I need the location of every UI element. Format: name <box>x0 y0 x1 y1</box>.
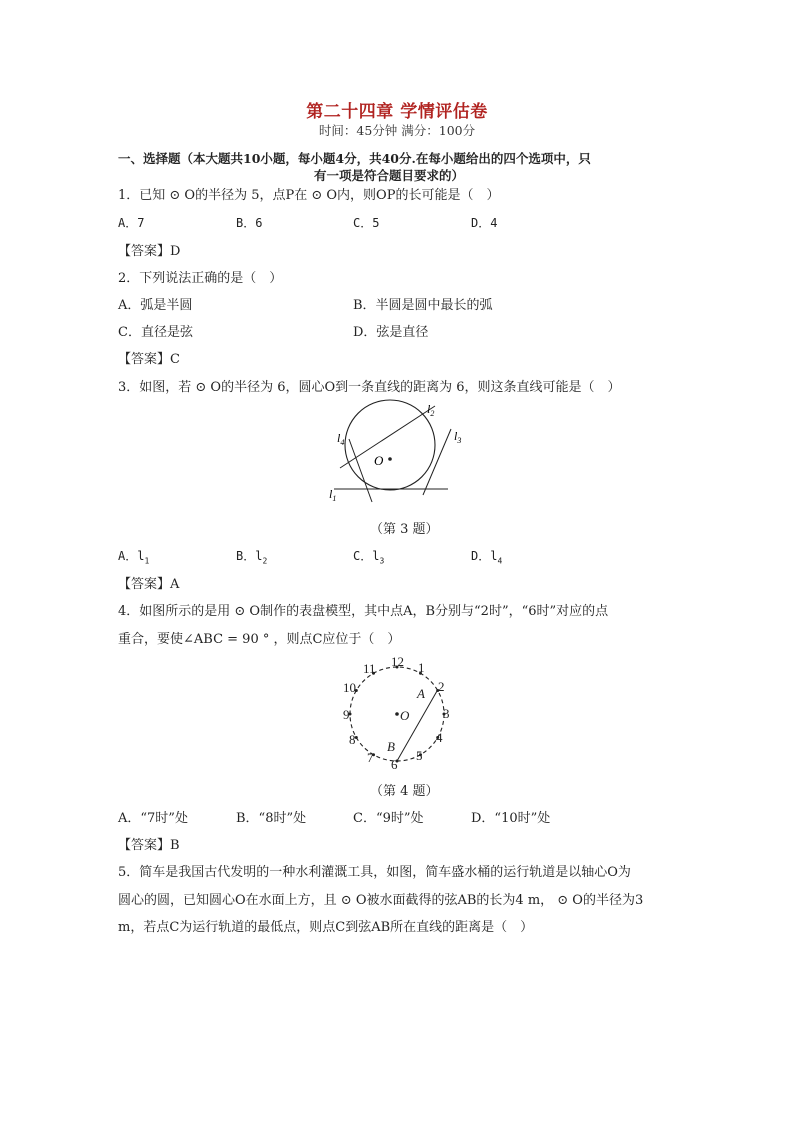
q3-answer: 【答案】A <box>118 577 180 592</box>
q3-l2-sub: 2 <box>430 409 435 418</box>
q4-hour-2: 2 <box>438 679 445 694</box>
q3-option-d: D．$l_4$ <box>471 549 503 566</box>
question-5-line1: 5．简车是我国古代发明的一种水利灌溉工具，如图，简车盛水桶的运行轨道是以轴心O为 <box>118 865 631 880</box>
q4-hour-11: 11 <box>363 661 376 676</box>
question-5-line3: m，若点C为运行轨道的最低点，则点C到弦AB所在直线的距离是（ ） <box>118 920 534 935</box>
svg-text:l4 <box>337 431 344 447</box>
q4-hour-12: 12 <box>391 654 404 669</box>
q4-center-label: O <box>400 708 410 723</box>
question-4-stem-line2: 重合，要使∠ABC = 90 ° ，则点C应位于（ ） <box>118 632 401 647</box>
q1-option-d: D．4 <box>471 216 498 230</box>
q3-figure-caption: （第 3 题） <box>370 522 439 537</box>
svg-text:l3 <box>454 429 461 445</box>
q4-option-d: D．“10时”处 <box>471 811 551 826</box>
q1-option-b: B．6 <box>236 216 263 230</box>
q4-hour-1: 1 <box>418 660 425 675</box>
q4-center-dot <box>395 712 399 716</box>
q2-option-a: A．弧是半圆 <box>118 298 193 313</box>
q2-option-b: B．半圆是圆中最长的弧 <box>353 298 493 313</box>
q3-l1-label: l <box>329 487 333 501</box>
section-heading-line2: 有一项是符合题目要求的） <box>314 168 465 183</box>
q3-center-dot <box>388 457 392 461</box>
question-2-stem: 2．下列说法正确的是（ ） <box>118 271 283 286</box>
q2-answer: 【答案】C <box>118 352 180 367</box>
q2-option-c: C．直径是弦 <box>118 325 193 340</box>
question-5-line2: 圆心的圆，已知圆心O在水面上方，且 ⊙ O被水面截得的弦AB的长为4 m， ⊙ O的半径为3 <box>118 893 644 908</box>
question-1-stem: 1．已知 ⊙ O的半径为 5，点P在 ⊙ O内，则OP的长可能是（ ） <box>118 188 500 203</box>
q3-circle <box>345 400 435 490</box>
page-title: 第二十四章 学情评估卷 <box>306 102 488 122</box>
q4-answer: 【答案】B <box>118 838 180 853</box>
q2-option-d: D．弦是直径 <box>353 325 429 340</box>
section-heading-line1: 一、选择题（本大题共10小题，每小题4分，共40分.在每小题给出的四个选项中，只 <box>118 151 591 166</box>
q3-l4-sub: 4 <box>340 438 345 447</box>
q4-hour-4: 4 <box>436 730 443 745</box>
q4-option-c: C．“9时”处 <box>353 811 424 826</box>
svg-text:l2 <box>427 402 434 418</box>
q3-l3-label: l <box>454 429 458 443</box>
q4-hour-8: 8 <box>349 732 356 747</box>
q1-option-c: C．5 <box>353 216 380 230</box>
exam-info: 时间：45分钟 满分：100分 <box>318 123 476 138</box>
q4-option-a: A．“7时”处 <box>118 811 188 826</box>
section-heading <box>118 150 678 184</box>
q3-option-c: C．$l_3$ <box>353 549 385 566</box>
q3-center-label: O <box>374 453 384 468</box>
q4-point-b-label: B <box>387 739 395 754</box>
q3-line-l3 <box>423 429 451 495</box>
q4-hour-9: 9 <box>343 707 350 722</box>
question-3-stem: 3．如图，若 ⊙ O的半径为 6，圆心O到一条直线的距离为 6，则这条直线可能是（ ） <box>118 380 621 395</box>
question-4-stem-line1: 4．如图所示的是用 ⊙ O制作的表盘模型，其中点A，B分别与“2时”，“6时”对应的点 <box>118 604 609 619</box>
q3-l2-label: l <box>427 402 431 416</box>
q3-line-l2 <box>340 406 435 468</box>
q3-option-a: A．$l_1$ <box>118 549 150 566</box>
q4-figure-clock-face <box>334 650 460 772</box>
q3-l3-sub: 3 <box>457 436 462 445</box>
q3-option-b: B．$l_2$ <box>236 549 268 566</box>
q4-hour-7: 7 <box>367 750 374 765</box>
q4-hour-3: 3 <box>443 706 450 721</box>
q4-hour-5: 5 <box>416 748 423 763</box>
q3-l1-sub: 1 <box>332 494 337 503</box>
q1-answer: 【答案】D <box>118 244 181 259</box>
q4-hour-6: 6 <box>391 757 398 772</box>
q3-figure-circle-lines <box>320 398 470 510</box>
q4-point-a-label: A <box>417 686 425 701</box>
q4-figure-caption: （第 4 题） <box>370 784 439 799</box>
q3-l4-label: l <box>337 431 341 445</box>
q4-option-b: B．“8时”处 <box>236 811 307 826</box>
q4-hour-10: 10 <box>343 680 356 695</box>
q1-option-a: A．7 <box>118 216 145 230</box>
